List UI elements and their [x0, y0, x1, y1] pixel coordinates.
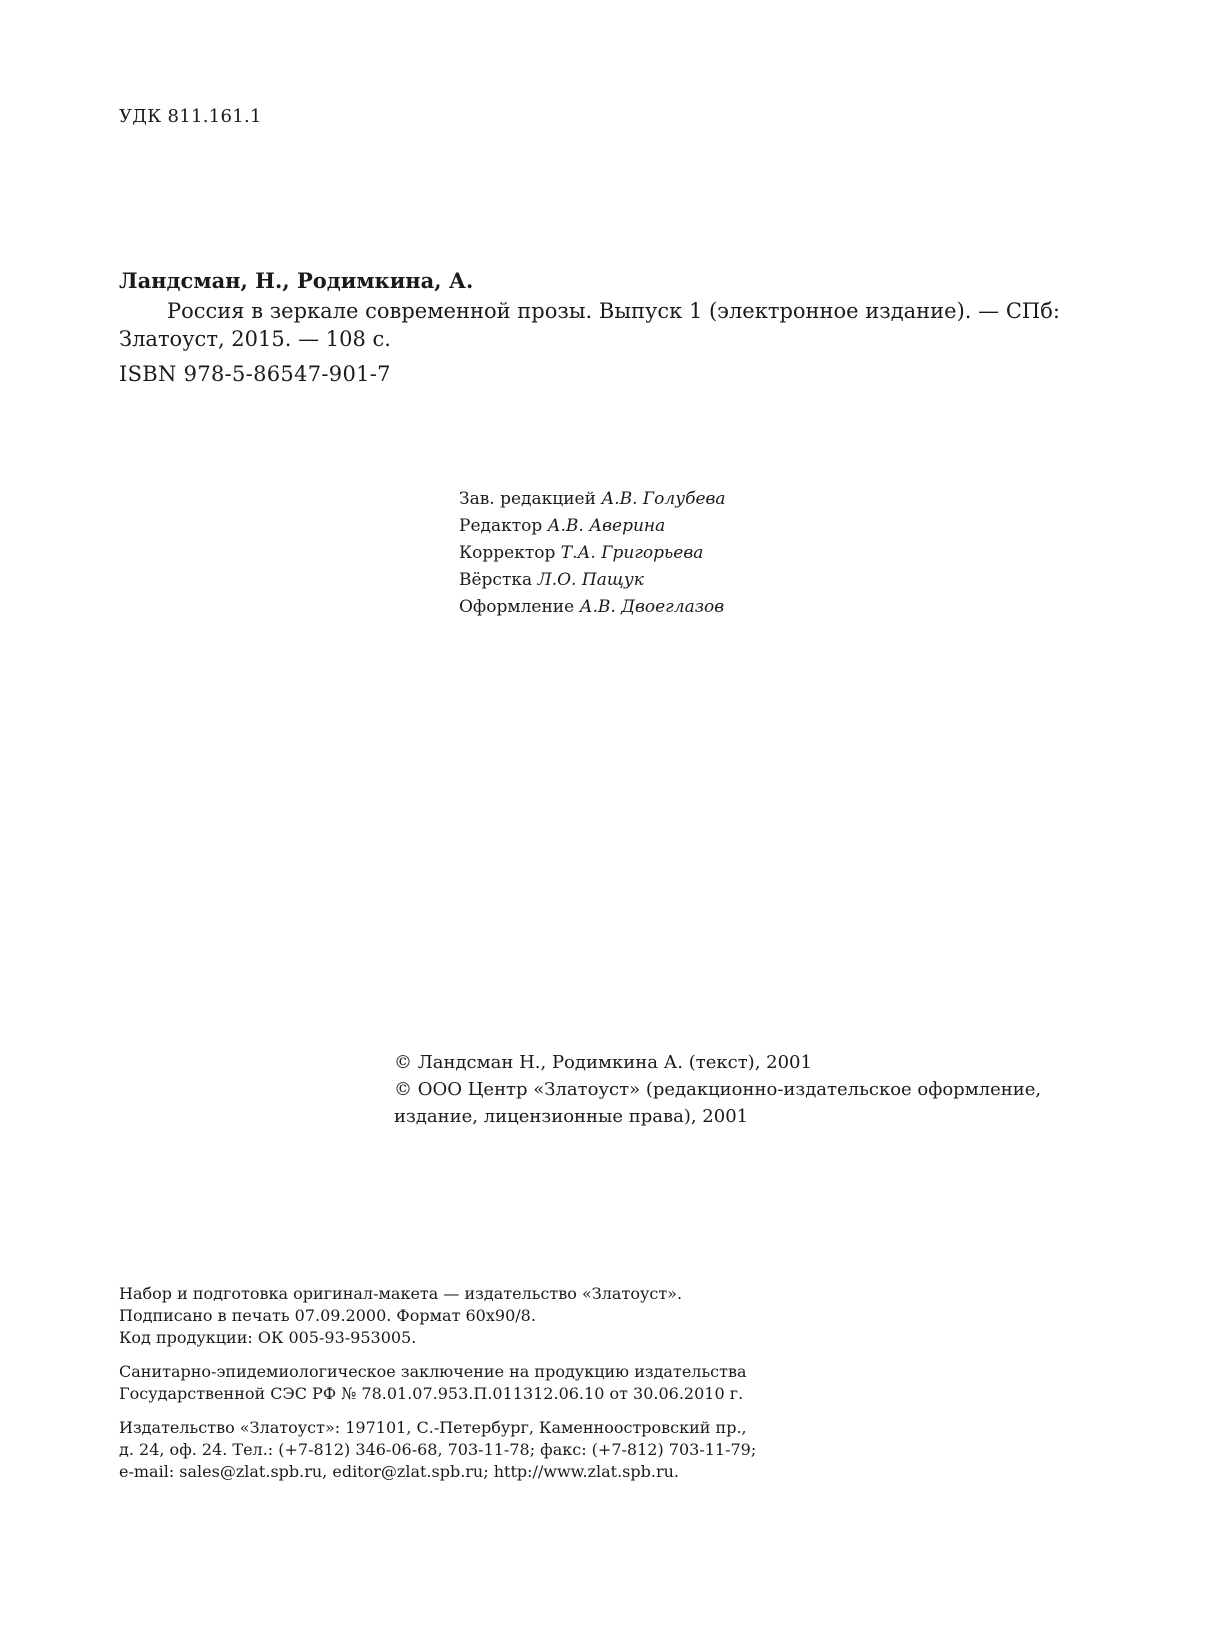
- credit-role: Зав. редакцией: [459, 489, 596, 509]
- credit-line: [459, 594, 726, 621]
- credit-role: Редактор: [459, 516, 543, 536]
- credit-role: Оформление: [459, 597, 575, 617]
- copyright-line: © Ландсман Н., Родимкина А. (текст), 2001: [394, 1052, 812, 1073]
- credit-line: [459, 513, 726, 540]
- copyright-line: © ООО Центр «Златоуст» (редакционно-издательское оформление,: [394, 1079, 1042, 1100]
- credit-line: [459, 486, 726, 513]
- publisher-contacts: [119, 1417, 1099, 1483]
- credit-role: Корректор: [459, 543, 556, 563]
- copyright-notice: [394, 1049, 1114, 1130]
- credit-name: А.В. Голубева: [601, 489, 726, 509]
- udk-code: УДК 811.161.1: [119, 106, 262, 127]
- credits-list: [459, 486, 726, 621]
- credit-line: [459, 567, 726, 594]
- credit-name: Т.А. Григорьева: [560, 543, 704, 563]
- imprint-line: Государственной СЭС РФ № 78.01.07.953.П.011312.06.10 от 30.06.2010 г.: [119, 1384, 744, 1403]
- imprint-line: e-mail: sales@zlat.spb.ru, editor@zlat.spb.ru; http://www.zlat.spb.ru.: [119, 1462, 679, 1481]
- authors: Ландсман, Н., Родимкина, А.: [119, 268, 474, 293]
- imprint-line: Набор и подготовка оригинал-макета — издательство «Златоуст».: [119, 1284, 683, 1303]
- credit-name: Л.О. Пащук: [537, 570, 644, 590]
- credit-name: А.В. Двоеглазов: [579, 597, 725, 617]
- imprint-line: Санитарно-эпидемиологическое заключение на продукцию издательства: [119, 1362, 747, 1381]
- isbn: ISBN 978-5-86547-901-7: [119, 362, 391, 386]
- credit-line: [459, 540, 726, 567]
- production-info: [119, 1283, 1099, 1349]
- copyright-line: издание, лицензионные права), 2001: [394, 1106, 749, 1127]
- imprint-line: Подписано в печать 07.09.2000. Формат 60x90/8.: [119, 1306, 536, 1325]
- imprint-line: Код продукции: ОК 005-93-953005.: [119, 1328, 417, 1347]
- credit-name: А.В. Аверина: [547, 516, 666, 536]
- imprint-line: д. 24, оф. 24. Тел.: (+7-812) 346-06-68, 703-11-78; факс: (+7-812) 703-11-79;: [119, 1440, 757, 1459]
- sanitary-certificate: [119, 1361, 1099, 1405]
- book-description: Россия в зеркале современной прозы. Выпуск 1 (электронное издание). — СПб: Златоуст, 2015. — 108 с.: [119, 299, 1060, 351]
- imprint: [119, 1283, 1099, 1495]
- bibliographic-record: [119, 268, 1099, 353]
- credit-role: Вёрстка: [459, 570, 533, 590]
- imprint-line: Издательство «Златоуст»: 197101, С.-Петербург, Каменноостровский пр.,: [119, 1418, 747, 1437]
